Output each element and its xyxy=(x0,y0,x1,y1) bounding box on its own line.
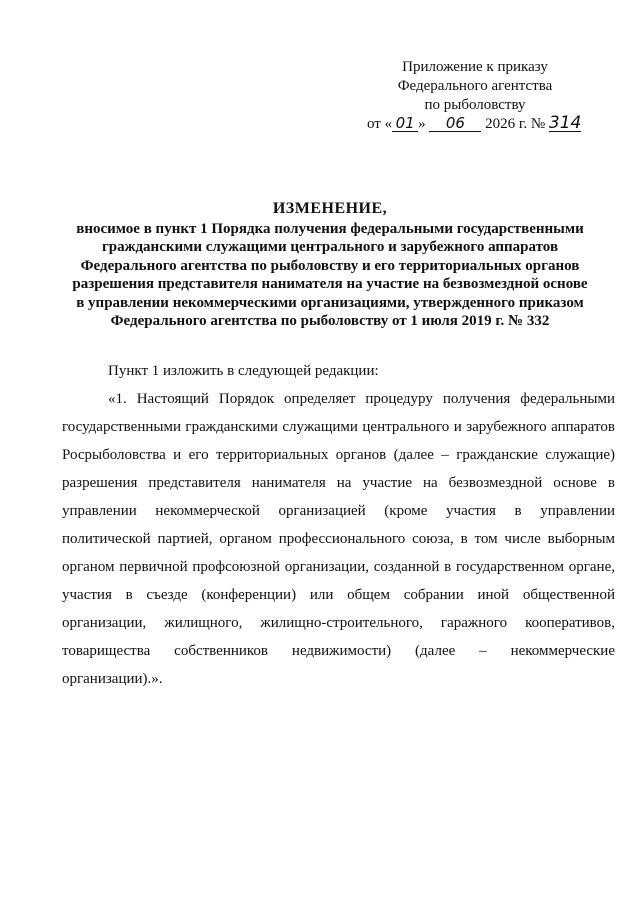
title-line: в управлении некоммерческими организациями, утвержденного приказом xyxy=(76,294,584,311)
date-prefix: от « xyxy=(367,116,393,132)
appendix-line-1: Приложение к приказу xyxy=(402,59,548,75)
order-date-line xyxy=(367,115,595,134)
appendix-line-3: по рыболовству xyxy=(424,97,526,113)
title-line: гражданскими служащими центрального и зарубежного аппаратов xyxy=(101,239,559,255)
title-line: Федерального агентства по рыболовству и его территориальных органов xyxy=(80,257,580,274)
date-mid: » xyxy=(418,116,426,132)
handwritten-day: 01 xyxy=(392,115,418,132)
title-line: разрешения представителя нанимателя на участие на безвозмездной основе xyxy=(72,276,588,292)
title-line: Федерального агентства по рыболовству от 1 июля 2019 г. № 332 xyxy=(110,313,550,329)
appendix-line-2: Федерального агентства xyxy=(397,78,553,94)
document-title xyxy=(60,200,600,331)
body-quoted-paragraph: «1. Настоящий Порядок определяет процедуру получения федеральными государственными гражданскими служащими центрального и зарубежного аппаратов Росрыболовства и его территориальных органов (далее – гражданские служащие) разрешения представителя нанимателя на участие на безвозмездной основе в управлении некоммерческой организацией (кроме участия в управлении политической партией, органом профессионального союза, в том числе выборным органом первичной профсоюзной организации, созданной в государственном органе, участия в съезде (конференции) или общем собрании иной общественной организации, жилищного, жилищно-строительного, гаражного кооперативов, товарищества собственников недвижимости) (далее – некоммерческие организации).». xyxy=(62,391,615,687)
title-line: вносимое в пункт 1 Порядка получения федеральными государственными xyxy=(76,220,584,237)
title-heading: ИЗМЕНЕНИЕ, xyxy=(272,200,388,217)
body-intro: Пункт 1 изложить в следующей редакции: xyxy=(108,363,379,379)
handwritten-month: 06 xyxy=(429,115,481,132)
document-body xyxy=(62,357,615,693)
year-text: 2026 г. № xyxy=(485,116,546,132)
appendix-header xyxy=(355,58,595,134)
handwritten-order-number: 314 xyxy=(548,113,582,133)
